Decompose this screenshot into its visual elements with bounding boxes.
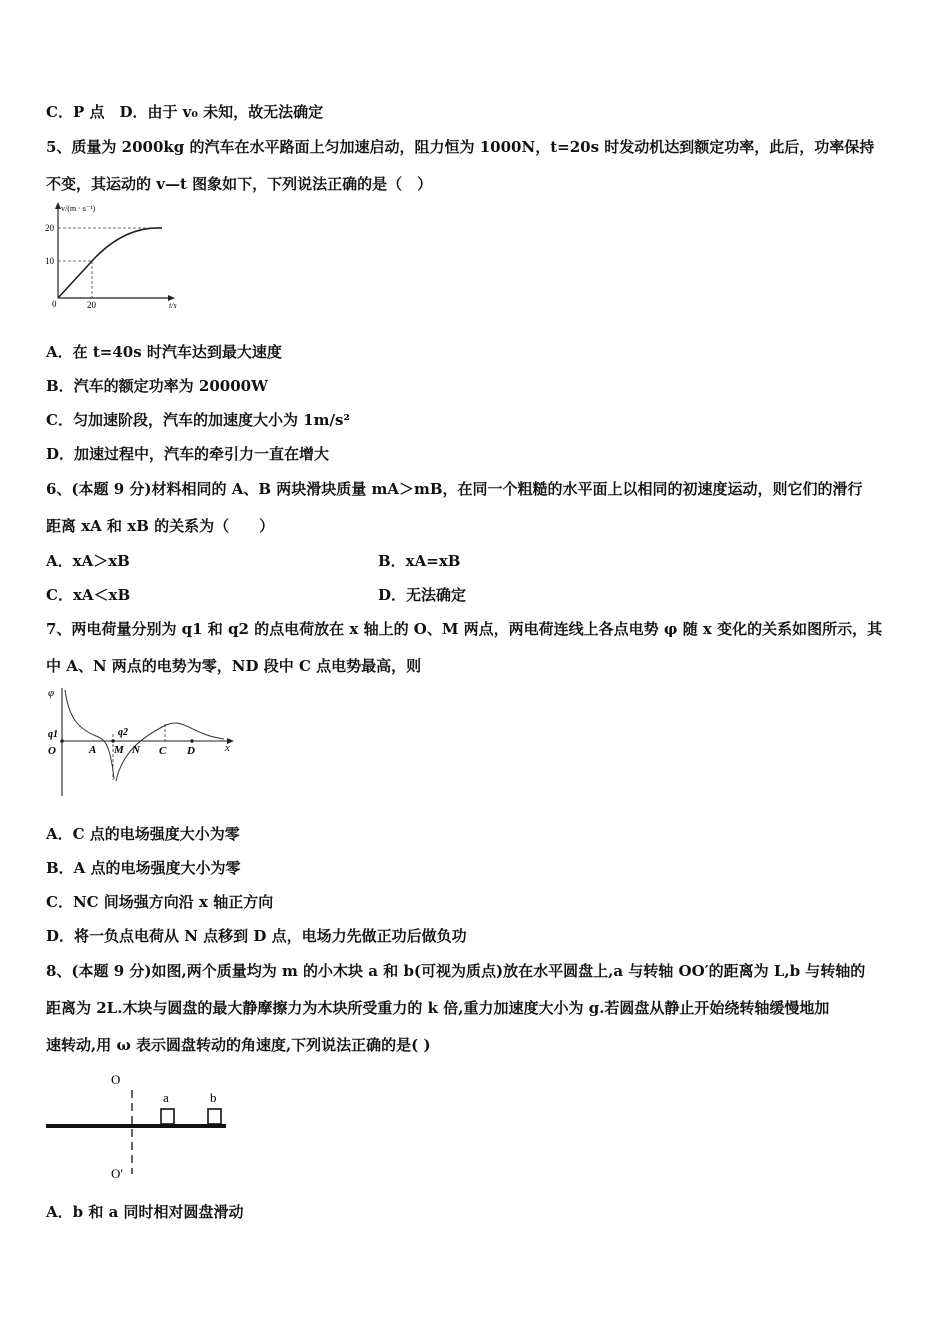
block-a <box>161 1109 174 1124</box>
q8-option-a: A．b 和 a 同时相对圆盘滑动 <box>46 1203 244 1221</box>
q2-label: q2 <box>118 727 128 738</box>
q5-option-c: C．匀加速阶段，汽车的加速度大小为 1m/s² <box>46 411 350 429</box>
q6-option-d: D．无法确定 <box>378 586 467 604</box>
q6-option-a: A．xA＞xB <box>46 552 130 570</box>
block-a-label: a <box>163 1090 169 1105</box>
q5-option-d: D．加速过程中，汽车的牵引力一直在增大 <box>46 445 330 463</box>
question-8-stem: 8、(本题 9 分)如图,两个质量均为 m 的小木块 a 和 b(可视为质点)放在水平圆盘上,a 与转轴 OO′的距离为 L,b 与转轴的 <box>46 962 866 980</box>
axis-o-label: O <box>111 1072 121 1087</box>
q7-option-b: B．A 点的电场强度大小为零 <box>46 859 241 877</box>
phi-x-graph <box>44 684 240 800</box>
vt-ylabel: v/(m · s⁻¹) <box>61 204 96 213</box>
text-line: C．P 点 D．由于 v₀ 未知，故无法确定 <box>46 103 324 121</box>
question-8-stem-cont: 距离为 2L.木块与圆盘的最大静摩擦力为木块所受重力的 k 倍,重力加速度大小为 g.若圆盘从静止开始绕转轴缓慢地加 <box>46 999 830 1017</box>
point-d-label: D <box>187 745 195 757</box>
q6-option-b: B．xA=xB <box>378 552 461 570</box>
q6-option-c: C．xA＜xB <box>46 586 131 604</box>
axis-oprime-label: O′ <box>111 1166 124 1181</box>
point-m-label: M <box>114 744 124 756</box>
block-b <box>208 1109 221 1124</box>
vt-tick-10: 10 <box>45 256 54 266</box>
vt-tick-x20: 20 <box>87 300 96 310</box>
point-c-label: C <box>159 745 167 757</box>
x-axis-label: x <box>225 742 230 754</box>
vt-origin: 0 <box>52 299 57 309</box>
question-6-stem: 6、(本题 9 分)材料相同的 A、B 两块滑块质量 mA＞mB，在同一个粗糙的水平面上以相同的初速度运动，则它们的滑行 <box>46 480 863 498</box>
q7-option-d: D．将一负点电荷从 N 点移到 D 点，电场力先做正功后做负功 <box>46 927 467 945</box>
q7-option-a: A．C 点的电场强度大小为零 <box>46 825 240 843</box>
vt-xlabel: t/s <box>169 301 177 310</box>
vt-tick-20: 20 <box>45 223 54 233</box>
question-6-stem-cont: 距离 xA 和 xB 的关系为（ ） <box>46 517 275 535</box>
question-8-stem-cont2: 速转动,用 ω 表示圆盘转动的角速度,下列说法正确的是( ) <box>46 1036 431 1054</box>
question-7-stem: 7、两电荷量分别为 q1 和 q2 的点电荷放在 x 轴上的 O、M 两点，两电荷连线上各点电势 φ 随 x 变化的关系如图所示，其 <box>46 620 883 638</box>
question-5-stem-cont: 不变，其运动的 v—t 图象如下，下列说法正确的是（ ） <box>46 175 433 193</box>
block-b-label: b <box>210 1090 217 1105</box>
point-a-label: A <box>89 744 97 756</box>
q5-option-b: B．汽车的额定功率为 20000W <box>46 377 268 395</box>
point-n-label: N <box>132 744 140 756</box>
phi-axis-label: φ <box>48 687 55 699</box>
q7-option-c: C．NC 间场强方向沿 x 轴正方向 <box>46 893 274 911</box>
question-7-stem-cont: 中 A、N 两点的电势为零，ND 段中 C 点电势最高，则 <box>46 657 422 675</box>
point-o-label: O <box>48 745 56 757</box>
question-5-stem: 5、质量为 2000kg 的汽车在水平路面上匀加速启动，阻力恒为 1000N，t=20s 时发动机达到额定功率，此后，功率保持 <box>46 138 875 156</box>
vt-graph <box>44 200 184 312</box>
disk-diagram <box>44 1068 232 1184</box>
q5-option-a: A．在 t=40s 时汽车达到最大速度 <box>46 343 282 361</box>
q1-label: q1 <box>48 729 58 740</box>
